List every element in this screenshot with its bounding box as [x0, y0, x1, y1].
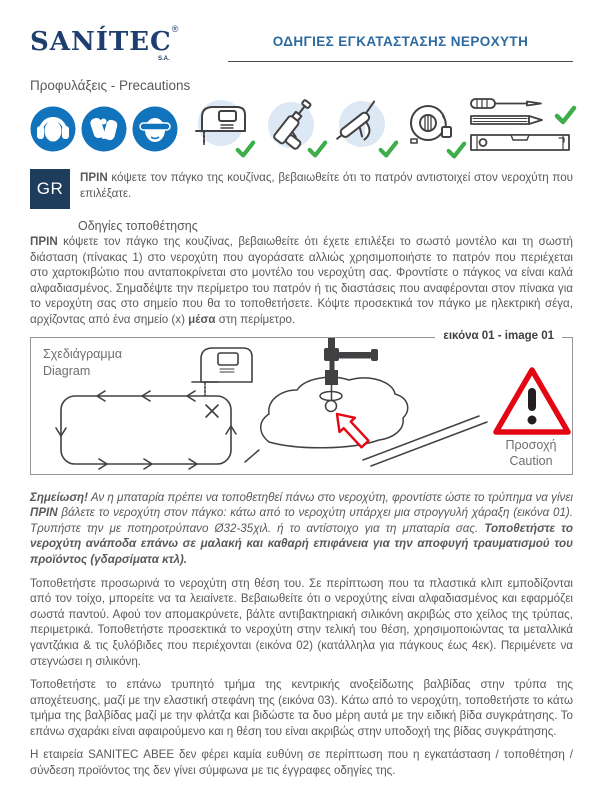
registered-mark: ®: [171, 24, 179, 34]
drill-sink-illustration: [245, 338, 487, 466]
warning-triangle-icon: [496, 370, 568, 432]
face-shield-icon: [132, 106, 178, 152]
figure-label: εικόνα 01 - image 01: [435, 330, 562, 342]
installation-paragraph-3: Τοποθετήστε προσωρινά το νεροχύτη στη θέση του. Σε περίπτωση που τα πλαστικά κλιπ εμποδίζονται από τον τοίχο, μπορείτε να τα λειαίνετε. Βεβαιωθείτε ότι ο νεροχύτης είναι αλφαδιασμένος και εφαρμόζει σωστά παντού. Αφού τον απομακρύνετε, βάλτε αντιβακτηριακή σιλικόνη ακριβώς στο χείλος της τρύπας, περιμετρικά. Τοποθετήστε προσεκτικά το νεροχύτη στην τελική του θέση, χρησιμοποιώντας τα μεταλλικά γαντζάκια & τις ξυλόβιδες που περιέχονται (εικόνα 02) (κατάλληλα για πάγκους έως 4εκ). Περιμένετε να στεγνώσει η σιλικόνη.: [30, 576, 573, 668]
checkmark-icon: [377, 138, 399, 160]
checkmark-icon: [445, 139, 467, 161]
caulking-gun-tool: [331, 97, 393, 162]
marking-tools: [469, 97, 573, 162]
cutting-path: [56, 391, 236, 469]
jigsaw-diagram-icon: [192, 348, 252, 395]
installation-paragraph-1: ΠΡΙΝ κόψετε τον πάγκο της κουζίνας, βεβαιωθείτε ότι έχετε επιλέξει το σωστό μοντέλο και τη σωστή διάσταση (πίνακας 1) στο νεροχύτη που αγοράσατε αλλιώς χρησιμοποιήστε το πατρόν που περιέχεται στο χαρτοκιβώτιο που ανταποκρίνεται στο μοντέλο του νεροχύτη σας. Φροντίστε ο πάγκος να είναι καλά αλφαδιασμένος. Σημαδέψτε την περίμετρο του πατρόν ή τις διαστάσεις που αναφέρονται στον πίνακα για το νεροχύτη σας στο σημείο που θα το τοποθετήσετε. Κόψτε προσεκτικά τον πάγκο με ηλεκτρική σέγα, αρχίζοντας από ένα σημείο (x) μέσα στη περίμετρο.: [30, 235, 573, 326]
ear-protection-icon: [30, 106, 76, 152]
checkmark-icon: [234, 138, 256, 160]
installation-subtitle: Οδηγίες τοποθέτησης: [78, 219, 198, 233]
precautions-title: Προφυλάξεις - Precautions: [30, 78, 191, 93]
tap-hole-knockout: [326, 400, 337, 411]
level-icon: [471, 135, 569, 150]
figure-01: [30, 329, 573, 475]
diagram-title: Σχεδιάγραμμα Diagram: [43, 346, 123, 378]
gr-section: [30, 169, 573, 209]
precautions-icons-row: [30, 97, 573, 161]
caution-label: Προσοχή Caution: [505, 437, 557, 468]
start-point-x-mark: [206, 405, 218, 417]
ppe-icons-group: [30, 106, 178, 152]
footer-disclaimer: Η εταιρεία SANITEC ΑΒΕΕ δεν φέρει καμία ευθύνη σε περίπτωση που η εγκατάσταση / τοποθέτηση / σύνδεση προϊόντος της δεν γίνει σύμφωνα με τις έγγραφες οδηγίες της.: [30, 748, 573, 778]
gr-intro-text: ΠΡΙΝ κόψετε τον πάγκο της κουζίνας, βεβαιωθείτε ότι το πατρόν αντιστοιχεί στον νεροχύτη που επιλέξατε.: [80, 171, 573, 200]
drill-tool: [260, 97, 322, 162]
pencil-icon: [471, 116, 542, 124]
header-rule: [228, 24, 573, 62]
logo-text: SANÍTEC: [30, 27, 172, 57]
sanitec-logo: [30, 24, 228, 62]
header: [30, 24, 573, 62]
red-arrow-icon: [337, 414, 369, 447]
jigsaw-tool: [188, 97, 250, 162]
page-title: ΟΔΗΓΙΕΣ ΕΓΚΑΤΑΣΤΑΣΗΣ ΝΕΡΟΧΥΤΗ: [272, 34, 529, 49]
gr-language-badge: GR: [30, 169, 70, 209]
logo-sa: S.A.: [158, 56, 170, 62]
checkmark-icon: [553, 103, 577, 127]
screwdriver-icon: [471, 99, 541, 108]
tape-measure-tool: [403, 98, 459, 161]
checkmark-icon: [306, 138, 328, 160]
note-paragraph: Σημείωση! Αν η μπαταρία πρέπει να τοποθετηθεί πάνω στο νεροχύτη, φροντίστε ώστε το τρύπημα να γίνει ΠΡΙΝ βάλετε το νεροχύτη στον πάγκο: κάτω από το νεροχύτη υπάρχει μια στρογγυλή χάραξη (εικόνα 01). Τρυπήστε την με ποτηροτρύπανο Ø32-35χιλ. ή το αντίστοιχο για τη μπαταρία σας. Τοποθετήστε το νεροχύτη ανάποδα επάνω σε μαλακή και καθαρή επιφάνεια για την αποφυγή τραυματισμού του προϊόντος (γδαρσίματα κτλ).: [30, 490, 573, 566]
installation-paragraph-4: Τοποθετήστε το επάνω τρυπητό τμήμα της κεντρικής ανοξείδωτης βαλβίδας στην τρύπα της αποχέτευσης, μαζί με την ελαστική στεφάνη της (εικόνα 03). Κάτω από το νεροχύτη, τοποθετήστε το κάτω τμήμα της βαλβίδας μαζί με την φλάτζα και βιδώστε τα δυο μέρη αυτά με την ειδική βίδα συγκράτησης. Το επάνω σχαράκι είναι αφαιρούμενο και η θέση του είναι ακριβώς στην υποδοχή της βίδας συγκράτησης.: [30, 678, 573, 738]
gloves-icon: [81, 106, 127, 152]
